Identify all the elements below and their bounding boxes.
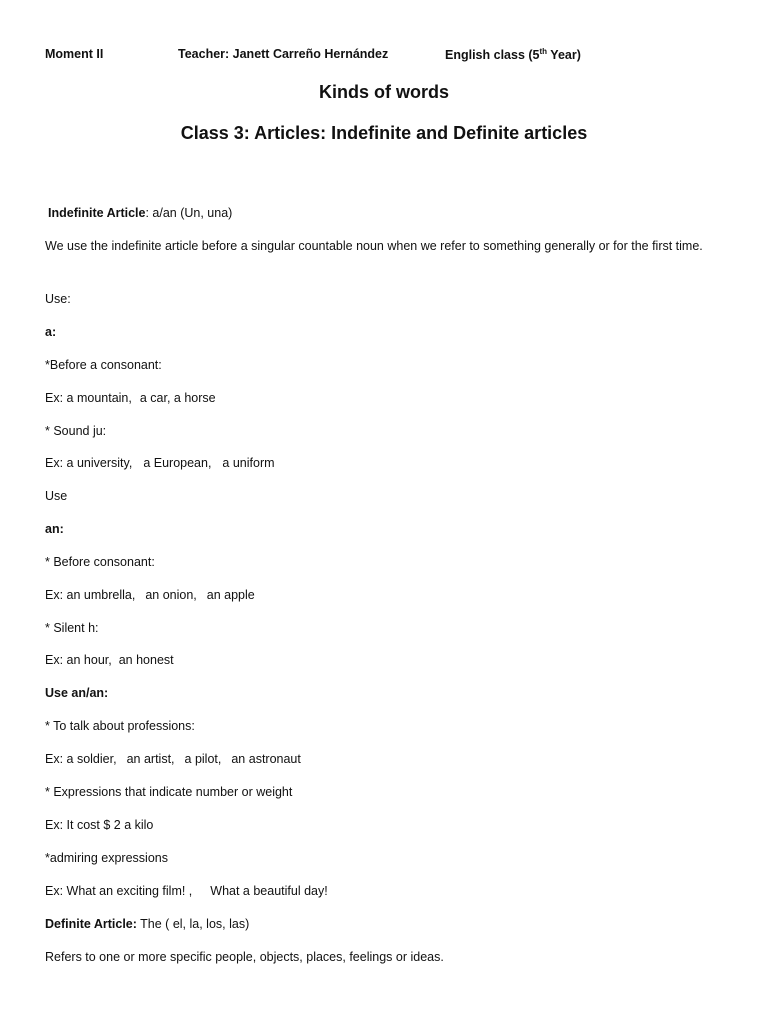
page-subtitle: Class 3: Articles: Indefinite and Definite articles xyxy=(180,123,588,143)
use-an-an-text: Use an/an: xyxy=(45,686,109,700)
use-label-1: Use: xyxy=(45,292,71,306)
example-6: Ex: It cost $ 2 a kilo xyxy=(45,818,154,832)
before-consonant-note-2: * Before consonant: xyxy=(45,555,155,569)
header-class-prefix: English class (5 xyxy=(445,48,540,63)
example-1-part: a car, a horse xyxy=(139,391,216,405)
example-5-part: a pilot, xyxy=(184,752,222,766)
example-5-part: an astronaut xyxy=(231,752,301,766)
refers-line: Refers to one or more specific people, objects, places, feelings or ideas. xyxy=(45,950,444,964)
example-2 xyxy=(45,453,275,474)
use-an-an-label xyxy=(45,683,108,704)
intro-paragraph: We use the indefinite article before a singular countable noun when we refer to something generally or for the first time. xyxy=(45,239,703,253)
use-label-2: Use xyxy=(45,489,68,503)
example-5-part: Ex: a soldier, xyxy=(45,752,117,766)
example-2-part: a European, xyxy=(143,456,212,470)
indefinite-article-line xyxy=(48,203,232,224)
example-2-part: Ex: a university, xyxy=(45,456,133,470)
example-1 xyxy=(45,388,216,409)
example-3-part: an onion, xyxy=(145,588,197,602)
example-1-part: Ex: a mountain, xyxy=(45,391,132,405)
sound-ju-note: * Sound ju: xyxy=(45,424,107,438)
example-7 xyxy=(45,881,328,902)
example-4-part: Ex: an hour, xyxy=(45,653,112,667)
example-3 xyxy=(45,585,255,606)
definite-article-line xyxy=(45,914,249,935)
example-3-part: Ex: an umbrella, xyxy=(45,588,136,602)
a-label xyxy=(45,322,56,343)
admiring-note: *admiring expressions xyxy=(45,851,168,865)
header-class-suffix: Year) xyxy=(547,48,581,63)
an-label-text: an: xyxy=(45,522,64,536)
professions-note: * To talk about professions: xyxy=(45,719,195,733)
example-4-part: an honest xyxy=(118,653,174,667)
before-consonant-note: *Before a consonant: xyxy=(45,358,162,372)
a-label-text: a: xyxy=(45,325,57,339)
example-5 xyxy=(45,749,301,770)
an-label xyxy=(45,519,64,540)
indefinite-article-text: : a/an (Un, una) xyxy=(145,206,233,220)
example-4 xyxy=(45,650,174,671)
example-5-part: an artist, xyxy=(126,752,175,766)
indefinite-article-label: Indefinite Article xyxy=(48,206,146,220)
example-7-part: What a beautiful day! xyxy=(210,884,328,898)
header-moment: Moment II xyxy=(45,47,104,61)
header-class-sup: th xyxy=(539,47,548,56)
example-7-part: Ex: What an exciting film! , xyxy=(45,884,193,898)
number-weight-note: * Expressions that indicate number or weight xyxy=(45,785,293,799)
header-teacher: Teacher: Janett Carreño Hernández xyxy=(178,47,389,61)
silent-h-note: * Silent h: xyxy=(45,621,99,635)
header-class xyxy=(445,47,581,62)
page-title: Kinds of words xyxy=(319,82,449,102)
example-2-part: a uniform xyxy=(222,456,275,470)
example-3-part: an apple xyxy=(206,588,255,602)
definite-article-label: Definite Article: xyxy=(45,917,137,931)
definite-article-text: The ( el, la, los, las) xyxy=(136,917,250,931)
